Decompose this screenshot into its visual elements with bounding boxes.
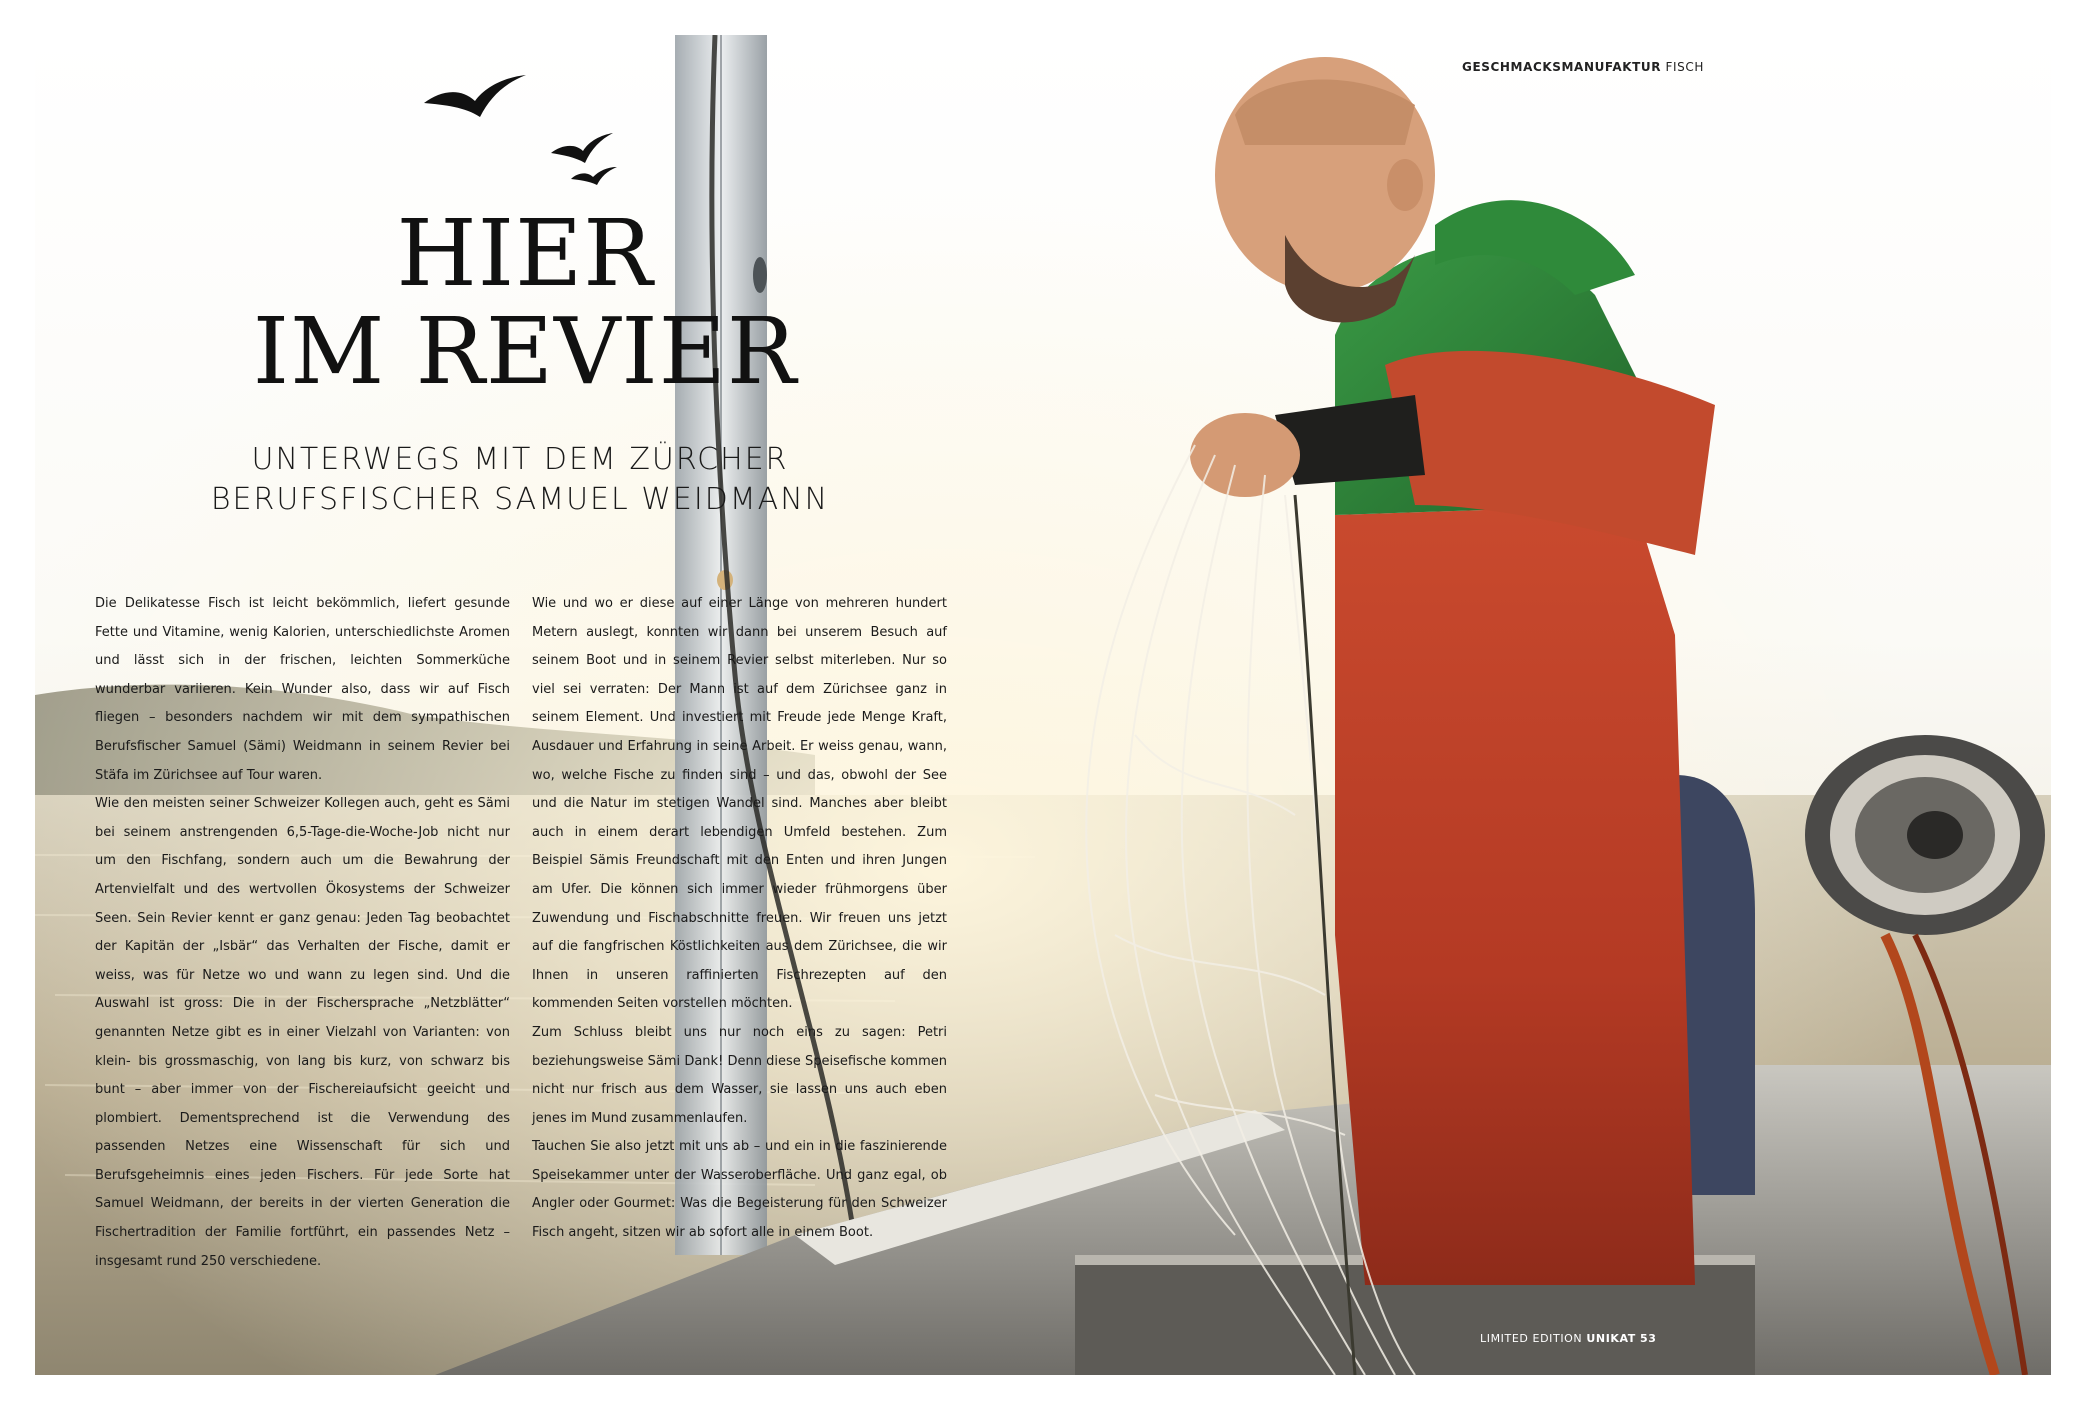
paragraph: Wie den meisten seiner Schweizer Kollegen auch, geht es Sämi bei seinem anstrengenden 6,5-Tage-die-Woche-Job nicht nur um den Fischfang, sondern auch um die Bewahrung der Artenvielfalt und des wertvollen Ökosystems der Schweizer Seen. Sein Revier kennt er ganz genau: Jeden Tag beobachtet der Kapitän der „Isbär“ das Verhalten der Fische, damit er weiss, was für Netze wo und wann zu legen sind. Und die Auswahl ist gross: Die in der Fischersprache „Netzblätter“ genannten Netze gibt es in einer Vielzahl von Varianten: von klein- bis grossmaschig, von lang bis kurz, von schwarz bis bunt – aber immer von der Fischereiaufsicht geeicht und plombiert. Dementsprechend ist die Verwendung des passenden Netzes eine Wissenschaft für sich und Berufsgeheimnis eines jeden Fischers. Für jede Sorte hat Samuel Weidmann, der bereits in der vierten Generation die Fischertradition der Familie fortführt, ein passendes Netz – insgesamt rund 250 verschiedene. [95,796,510,1269]
paragraph: Tauchen Sie also jetzt mit uns ab – und ein in die faszinierende Speisekammer unter der Wasseroberfläche. Und ganz egal, ob Angler oder Gourmet: Was die Begeisterung für den Schweizer Fisch angeht, sitzen wir ab sofort alle in einem Boot. [532,1139,947,1241]
subtitle-line-2: BERUFSFISCHER SAMUEL WEIDMANN [210,482,830,517]
page-footer [1480,1332,1657,1345]
edition-label: LIMITED EDITION [1480,1332,1583,1345]
page-number: 53 [1640,1332,1657,1345]
subtitle-line-1: UNTERWEGS MIT DEM ZÜRCHER [251,442,789,477]
section-topic: FISCH [1665,60,1704,74]
article-title [210,200,840,405]
paragraph: Zum Schluss bleibt uns nur noch eins zu sagen: Petri beziehungsweise Sämi Dank! Denn diese Speisefische kommen nicht nur frisch aus dem Wasser, sie lassen uns auch eben jenes im Mund zusammenlaufen. [532,1024,947,1126]
winch-drum [1805,735,2045,935]
section-label: GESCHMACKSMANUFAKTUR [1462,60,1662,74]
section-header [1462,60,1704,74]
title-line-1: HIER [396,200,654,307]
paragraph: Die Delikatesse Fisch ist leicht bekömmlich, liefert gesunde Fette und Vitamine, wenig Kalorien, unterschiedlichste Aromen und lässt sich in der frischen, leichten Sommerküche wunderbar variieren. Kein Wunder also, dass wir auf Fisch fliegen – besonders nachdem wir mit dem sympathischen Berufsfischer Samuel (Sämi) Weidmann in seinem Revier bei Stäfa im Zürichsee auf Tour waren. [95,596,510,783]
body-column-right [532,590,947,1248]
paragraph: Wie und wo er diese auf einer Länge von mehreren hundert Metern auslegt, konnten wir dann bei unserem Besuch auf seinem Boot und in seinem Revier selbst miterleben. Nur so viel sei verraten: Der Mann ist auf dem Zürichsee ganz in seinem Element. Und investiert mit Freude jede Menge Kraft, Ausdauer und Erfahrung in seine Arbeit. Er weiss genau, wann, wo, welche Fische zu finden sind – und das, obwohl der See und die Natur im stetigen Wandel sind. Manches aber bleibt auch in einem derart lebendigen Umfeld bestehen. Zum Beispiel Sämis Freundschaft mit den Enten und ihren Jungen am Ufer. Die können sich immer wieder frühmorgens über Zuwendung und Fischabschnitte freuen. Wir freuen uns jetzt auf die fangfrischen Köstlichkeiten aus dem Zürichsee, die wir Ihnen in unseren raffinierten Fischrezepten auf den kommenden Seiten vorstellen möchten. [532,596,947,1012]
title-line-2: IM REVIER [252,298,798,405]
article-subtitle [170,440,870,520]
magazine-name: UNIKAT [1586,1332,1636,1345]
body-column-left [95,590,510,1276]
